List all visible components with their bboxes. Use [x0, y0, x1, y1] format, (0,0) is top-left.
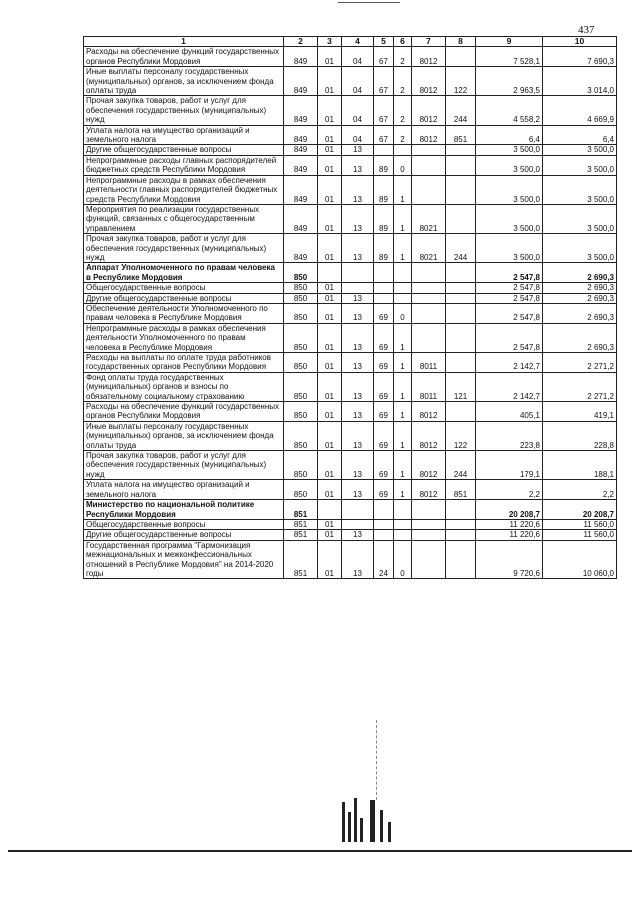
cell-c3: 01	[318, 204, 342, 233]
cell-c7: 8012	[412, 480, 446, 500]
col-header: 1	[84, 37, 284, 47]
cell-c5: 69	[374, 353, 394, 373]
table-row	[84, 500, 617, 520]
cell-c9: 4 558,2	[476, 96, 543, 125]
cell-c4	[342, 283, 374, 293]
cell-c2: 849	[284, 96, 318, 125]
cell-c5	[374, 500, 394, 520]
cell-c5: 89	[374, 204, 394, 233]
cell-c7: 8012	[412, 47, 446, 67]
cell-c9: 2 547,8	[476, 323, 543, 352]
cell-c5	[374, 145, 394, 155]
cell-c4: 13	[342, 480, 374, 500]
row-description: Государственная программа "Гармонизация межнациональных и межконфессиональных отношений в Республике Мордовия" на 2014-2020 годы	[84, 540, 284, 579]
cell-c6: 1	[394, 451, 412, 480]
cell-c8	[446, 353, 476, 373]
cell-c6: 1	[394, 372, 412, 401]
budget-table	[83, 36, 617, 579]
cell-c6	[394, 530, 412, 540]
cell-c10: 2 690,3	[543, 293, 617, 303]
cell-c3: 01	[318, 451, 342, 480]
cell-c8	[446, 145, 476, 155]
cell-c2: 849	[284, 175, 318, 204]
cell-c6	[394, 293, 412, 303]
cell-c9: 223,8	[476, 421, 543, 450]
cell-c4	[342, 263, 374, 283]
cell-c5	[374, 530, 394, 540]
cell-c10: 2 271,2	[543, 353, 617, 373]
cell-c8	[446, 283, 476, 293]
row-description: Расходы на обеспечение функций государственных органов Республики Мордовия	[84, 47, 284, 67]
cell-c2: 849	[284, 155, 318, 175]
cell-c7: 8012	[412, 451, 446, 480]
cell-c5: 69	[374, 402, 394, 422]
page-number: 437	[578, 24, 595, 36]
cell-c6: 0	[394, 155, 412, 175]
table-row	[84, 303, 617, 323]
row-description: Расходы на выплаты по оплате труда работников государственных органов Республики Мордовия	[84, 353, 284, 373]
cell-c4: 13	[342, 540, 374, 579]
cell-c6	[394, 263, 412, 283]
cell-c2: 849	[284, 145, 318, 155]
cell-c7: 8012	[412, 96, 446, 125]
cell-c5: 69	[374, 372, 394, 401]
cell-c7: 8012	[412, 67, 446, 96]
cell-c9: 2 142,7	[476, 372, 543, 401]
cell-c5: 89	[374, 175, 394, 204]
cell-c8: 122	[446, 67, 476, 96]
page-bottom-rule	[8, 850, 632, 852]
cell-c2: 850	[284, 402, 318, 422]
row-description: Прочая закупка товаров, работ и услуг для обеспечения государственных (муниципальных) нужд	[84, 96, 284, 125]
cell-c4: 13	[342, 530, 374, 540]
cell-c5: 67	[374, 96, 394, 125]
cell-c4: 13	[342, 372, 374, 401]
cell-c6: 1	[394, 421, 412, 450]
cell-c3: 01	[318, 303, 342, 323]
table-row	[84, 323, 617, 352]
cell-c10: 2 690,3	[543, 303, 617, 323]
scan-mark	[338, 2, 400, 7]
cell-c4: 13	[342, 323, 374, 352]
row-description: Общегосударственные вопросы	[84, 283, 284, 293]
row-description: Фонд оплаты труда государственных (муниципальных) органов и взносы по обязательному социальному страхованию	[84, 372, 284, 401]
cell-c6: 1	[394, 175, 412, 204]
cell-c2: 851	[284, 530, 318, 540]
cell-c7	[412, 263, 446, 283]
cell-c10: 228,8	[543, 421, 617, 450]
row-description: Иные выплаты персоналу государственных (муниципальных) органов, за исключением фонда оплаты труда	[84, 67, 284, 96]
cell-c8	[446, 175, 476, 204]
cell-c5: 89	[374, 234, 394, 263]
cell-c6: 0	[394, 540, 412, 579]
cell-c5: 69	[374, 421, 394, 450]
table-row	[84, 145, 617, 155]
cell-c10: 2 690,3	[543, 323, 617, 352]
cell-c2: 849	[284, 125, 318, 145]
cell-c8	[446, 519, 476, 529]
cell-c8: 244	[446, 451, 476, 480]
cell-c9: 2 547,8	[476, 263, 543, 283]
cell-c2: 849	[284, 67, 318, 96]
cell-c2: 850	[284, 451, 318, 480]
cell-c2: 850	[284, 283, 318, 293]
cell-c2: 849	[284, 234, 318, 263]
cell-c5: 69	[374, 480, 394, 500]
cell-c7: 8021	[412, 234, 446, 263]
cell-c10: 2 690,3	[543, 263, 617, 283]
cell-c3: 01	[318, 283, 342, 293]
cell-c5: 24	[374, 540, 394, 579]
row-description: Другие общегосударственные вопросы	[84, 530, 284, 540]
cell-c10: 7 690,3	[543, 47, 617, 67]
row-description: Расходы на обеспечение функций государственных органов Республики Мордовия	[84, 402, 284, 422]
cell-c4: 13	[342, 303, 374, 323]
cell-c3: 01	[318, 155, 342, 175]
cell-c2: 850	[284, 293, 318, 303]
cell-c2: 850	[284, 263, 318, 283]
cell-c6: 0	[394, 303, 412, 323]
cell-c9: 11 220,6	[476, 519, 543, 529]
cell-c10: 3 500,0	[543, 145, 617, 155]
cell-c6: 1	[394, 480, 412, 500]
cell-c6: 1	[394, 234, 412, 263]
table-row	[84, 47, 617, 67]
cell-c3: 01	[318, 530, 342, 540]
cell-c10: 2 690,3	[543, 283, 617, 293]
row-description: Министерство по национальной политике Республики Мордовия	[84, 500, 284, 520]
cell-c6: 2	[394, 67, 412, 96]
cell-c5: 69	[374, 303, 394, 323]
cell-c3: 01	[318, 145, 342, 155]
col-header: 9	[476, 37, 543, 47]
table-row	[84, 530, 617, 540]
col-header: 4	[342, 37, 374, 47]
cell-c10: 2 271,2	[543, 372, 617, 401]
table-row	[84, 402, 617, 422]
cell-c9: 405,1	[476, 402, 543, 422]
col-header: 6	[394, 37, 412, 47]
col-header: 2	[284, 37, 318, 47]
cell-c7: 8012	[412, 421, 446, 450]
cell-c3: 01	[318, 519, 342, 529]
row-description: Прочая закупка товаров, работ и услуг для обеспечения государственных (муниципальных) нужд	[84, 234, 284, 263]
col-header: 10	[543, 37, 617, 47]
cell-c7	[412, 519, 446, 529]
cell-c10: 419,1	[543, 402, 617, 422]
cell-c8	[446, 263, 476, 283]
cell-c9: 7 528,1	[476, 47, 543, 67]
cell-c6: 1	[394, 323, 412, 352]
row-description: Мероприятия по реализации государственных функций, связанных с общегосударственным управлением	[84, 204, 284, 233]
row-description: Обеспечение деятельности Уполномоченного по правам человека в Республике Мордовия	[84, 303, 284, 323]
cell-c4	[342, 519, 374, 529]
cell-c4: 04	[342, 47, 374, 67]
cell-c2: 850	[284, 421, 318, 450]
header-row	[84, 37, 617, 47]
row-description: Прочая закупка товаров, работ и услуг для обеспечения государственных (муниципальных) нужд	[84, 451, 284, 480]
cell-c2: 851	[284, 540, 318, 579]
cell-c3: 01	[318, 421, 342, 450]
cell-c2: 850	[284, 480, 318, 500]
cell-c10: 4 669,9	[543, 96, 617, 125]
cell-c3: 01	[318, 480, 342, 500]
cell-c9: 3 500,0	[476, 175, 543, 204]
col-header: 5	[374, 37, 394, 47]
cell-c9: 2 547,8	[476, 293, 543, 303]
row-description: Непрограммные расходы в рамках обеспечения деятельности Уполномоченного по правам человека в Республике Мордовия	[84, 323, 284, 352]
cell-c3: 01	[318, 323, 342, 352]
cell-c7	[412, 500, 446, 520]
cell-c3: 01	[318, 540, 342, 579]
cell-c7	[412, 175, 446, 204]
cell-c5	[374, 519, 394, 529]
cell-c5: 67	[374, 47, 394, 67]
table-row	[84, 451, 617, 480]
row-description: Непрограммные расходы главных распорядителей бюджетных средств Республики Мордовия	[84, 155, 284, 175]
cell-c6: 2	[394, 125, 412, 145]
cell-c4: 13	[342, 421, 374, 450]
cell-c6: 2	[394, 96, 412, 125]
cell-c9: 3 500,0	[476, 204, 543, 233]
scan-artifact	[340, 798, 400, 842]
table-row	[84, 372, 617, 401]
table-row	[84, 263, 617, 283]
cell-c5	[374, 283, 394, 293]
cell-c10: 10 060,0	[543, 540, 617, 579]
cell-c5: 69	[374, 451, 394, 480]
cell-c8: 851	[446, 480, 476, 500]
cell-c10: 20 208,7	[543, 500, 617, 520]
cell-c10: 3 014,0	[543, 67, 617, 96]
cell-c8	[446, 500, 476, 520]
cell-c4: 04	[342, 67, 374, 96]
table-row	[84, 421, 617, 450]
table-row	[84, 283, 617, 293]
cell-c7	[412, 155, 446, 175]
cell-c10: 11 560,0	[543, 530, 617, 540]
cell-c8	[446, 204, 476, 233]
row-description: Другие общегосударственные вопросы	[84, 145, 284, 155]
row-description: Иные выплаты персоналу государственных (муниципальных) органов, за исключением фонда оплаты труда	[84, 421, 284, 450]
table-row	[84, 175, 617, 204]
cell-c3: 01	[318, 125, 342, 145]
cell-c2: 851	[284, 519, 318, 529]
cell-c2: 850	[284, 372, 318, 401]
cell-c10: 188,1	[543, 451, 617, 480]
cell-c10: 6,4	[543, 125, 617, 145]
cell-c10: 2,2	[543, 480, 617, 500]
table-row	[84, 204, 617, 233]
col-header: 8	[446, 37, 476, 47]
cell-c6: 2	[394, 47, 412, 67]
row-description: Аппарат Уполномоченного по правам человека в Республике Мордовия	[84, 263, 284, 283]
cell-c3: 01	[318, 175, 342, 204]
cell-c2: 850	[284, 303, 318, 323]
cell-c7	[412, 283, 446, 293]
cell-c7: 8011	[412, 372, 446, 401]
cell-c8: 244	[446, 234, 476, 263]
cell-c10: 3 500,0	[543, 155, 617, 175]
table-row	[84, 125, 617, 145]
cell-c3: 01	[318, 47, 342, 67]
table-row	[84, 155, 617, 175]
cell-c4	[342, 500, 374, 520]
cell-c7: 8012	[412, 125, 446, 145]
cell-c8	[446, 155, 476, 175]
cell-c8: 122	[446, 421, 476, 450]
cell-c4: 04	[342, 96, 374, 125]
row-description: Уплата налога на имущество организаций и земельного налога	[84, 125, 284, 145]
cell-c4: 13	[342, 155, 374, 175]
cell-c2: 850	[284, 353, 318, 373]
cell-c6	[394, 519, 412, 529]
cell-c3: 01	[318, 96, 342, 125]
cell-c4: 13	[342, 353, 374, 373]
cell-c9: 2 142,7	[476, 353, 543, 373]
cell-c6: 1	[394, 402, 412, 422]
cell-c7: 8021	[412, 204, 446, 233]
cell-c6: 1	[394, 353, 412, 373]
cell-c4: 13	[342, 293, 374, 303]
cell-c7	[412, 530, 446, 540]
cell-c3: 01	[318, 402, 342, 422]
cell-c9: 179,1	[476, 451, 543, 480]
cell-c9: 3 500,0	[476, 145, 543, 155]
cell-c9: 2,2	[476, 480, 543, 500]
row-description: Непрограммные расходы в рамках обеспечения деятельности главных распорядителей бюджетных средств Республики Мордовия	[84, 175, 284, 204]
cell-c3: 01	[318, 293, 342, 303]
cell-c4: 13	[342, 204, 374, 233]
cell-c7: 8011	[412, 353, 446, 373]
col-header: 3	[318, 37, 342, 47]
cell-c9: 2 547,8	[476, 283, 543, 293]
cell-c4: 13	[342, 145, 374, 155]
cell-c5: 89	[374, 155, 394, 175]
cell-c2: 849	[284, 47, 318, 67]
cell-c3: 01	[318, 234, 342, 263]
cell-c8	[446, 540, 476, 579]
table-row	[84, 293, 617, 303]
scan-dash-line	[376, 720, 377, 800]
cell-c9: 9 720,6	[476, 540, 543, 579]
table-row	[84, 353, 617, 373]
cell-c8: 121	[446, 372, 476, 401]
cell-c8	[446, 530, 476, 540]
cell-c7	[412, 540, 446, 579]
table-row	[84, 234, 617, 263]
cell-c7	[412, 323, 446, 352]
cell-c4: 13	[342, 234, 374, 263]
cell-c9: 2 547,8	[476, 303, 543, 323]
cell-c4: 13	[342, 175, 374, 204]
cell-c10: 3 500,0	[543, 175, 617, 204]
table-row	[84, 67, 617, 96]
cell-c8	[446, 303, 476, 323]
cell-c6: 1	[394, 204, 412, 233]
cell-c4: 04	[342, 125, 374, 145]
row-description: Другие общегосударственные вопросы	[84, 293, 284, 303]
cell-c7	[412, 293, 446, 303]
cell-c2: 851	[284, 500, 318, 520]
cell-c5	[374, 293, 394, 303]
table-row	[84, 519, 617, 529]
table-row	[84, 480, 617, 500]
cell-c8: 851	[446, 125, 476, 145]
cell-c8	[446, 402, 476, 422]
cell-c5: 69	[374, 323, 394, 352]
cell-c8	[446, 293, 476, 303]
cell-c6	[394, 145, 412, 155]
cell-c8	[446, 323, 476, 352]
cell-c3: 01	[318, 67, 342, 96]
cell-c6	[394, 283, 412, 293]
cell-c3	[318, 500, 342, 520]
row-description: Общегосударственные вопросы	[84, 519, 284, 529]
cell-c3: 01	[318, 353, 342, 373]
cell-c9: 11 220,6	[476, 530, 543, 540]
cell-c4: 13	[342, 451, 374, 480]
cell-c10: 11 560,0	[543, 519, 617, 529]
cell-c9: 3 500,0	[476, 234, 543, 263]
cell-c9: 6,4	[476, 125, 543, 145]
cell-c5: 67	[374, 125, 394, 145]
table-row	[84, 540, 617, 579]
cell-c4: 13	[342, 402, 374, 422]
cell-c7	[412, 303, 446, 323]
cell-c2: 850	[284, 323, 318, 352]
col-header: 7	[412, 37, 446, 47]
cell-c9: 3 500,0	[476, 155, 543, 175]
cell-c3	[318, 263, 342, 283]
cell-c8	[446, 47, 476, 67]
row-description: Уплата налога на имущество организаций и земельного налога	[84, 480, 284, 500]
cell-c10: 3 500,0	[543, 204, 617, 233]
table-row	[84, 96, 617, 125]
cell-c6	[394, 500, 412, 520]
cell-c3: 01	[318, 372, 342, 401]
cell-c7	[412, 145, 446, 155]
cell-c9: 20 208,7	[476, 500, 543, 520]
cell-c5	[374, 263, 394, 283]
cell-c10: 3 500,0	[543, 234, 617, 263]
cell-c2: 849	[284, 204, 318, 233]
cell-c7: 8012	[412, 402, 446, 422]
cell-c9: 2 963,5	[476, 67, 543, 96]
cell-c5: 67	[374, 67, 394, 96]
cell-c8: 244	[446, 96, 476, 125]
